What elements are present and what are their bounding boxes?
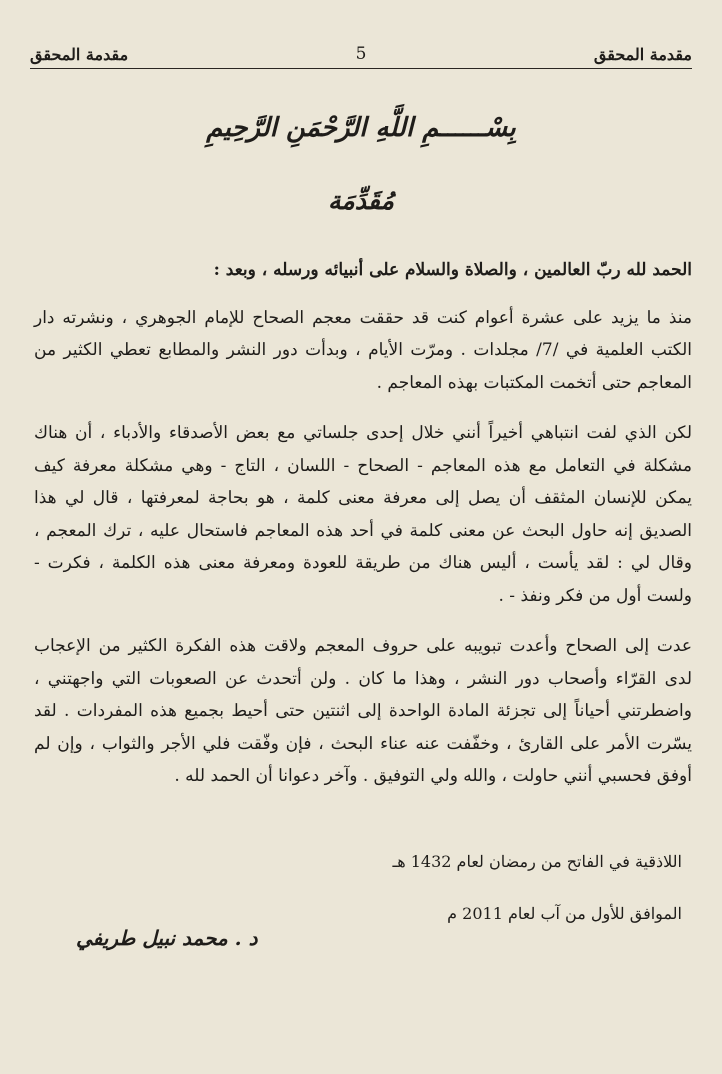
paragraph-3: عدت إلى الصحاح وأعدت تبويبه على حروف المعجم ولاقت هذه الفكرة الكثير من الإعجاب لدى القرّاء وأصحاب دور النشر ، وهذا ما كان . ولن أتحدث عن الصعوبات التي واجهتني ، واضطرتني أحياناً إلى تجزئة المادة الواحدة إلى اثنتين حتى أحيط بجميع هذه المفردات . لقد يسّرت الأمر على القارئ ، وخفّفت عنه عناء البحث ، فإن وفّقت فلي الأجر والثواب ، وإن لم أوفق فحسبي أنني حاولت ، والله ولي التوفيق . وآخر دعوانا أن الحمد لله . [34,636,692,786]
basmala-calligraphy [0,98,722,158]
section-title: مُقَدِّمَة [328,186,394,215]
running-title-right: مقدمة المحقق [593,45,692,64]
running-title-left: مقدمة المحقق [30,45,129,64]
page-number: 5 [355,44,367,64]
opening-line: الحمد لله ربّ العالمين ، والصلاة والسلام على أنبيائه ورسله ، وبعد : [213,260,692,280]
running-header [30,32,692,69]
paragraph-2: لكن الذي لفت انتباهي أخيراً أنني خلال إحدى جلساتي مع بعض الأصدقاء والأدباء ، أن هناك مشكلة في التعامل مع هذه المعاجم - الصحاح - اللسان ، التاج - وهي مشكلة معرفة كيف يمكن للإنسان المثقف أن يصل إلى معرفة معنى كلمة ، هو بحاجة لمعرفتها ، قال لي هذا الصديق إنه حاول البحث عن معنى كلمة في أحد هذه المعاجم فاستحال عليه ، ترك المعجم ، وقال لي : لقد يأست ، أليس هناك من طريقة للعودة ومعرفة معنى هذه الكلمة ، فكرت - ولست أول من فكر ونفذ - . [34,423,692,606]
paragraph-1: منذ ما يزيد على عشرة أعوام كنت قد حققت معجم الصحاح للإمام الجوهري ، ونشرته دار الكتب العلمية في /7/ مجلدات . ومرّت الأيام ، وبدأت دور النشر والمطابع تعطي الكثير من المعاجم حتى أتخمت المكتبات بهذه المعاجم . [34,307,693,393]
basmala-text: بِسْــــــمِ اللَّهِ الرَّحْمَنِ الرَّحِيمِ [206,113,516,143]
dateline [393,836,682,940]
dateline-hijri: اللاذقية في الفاتح من رمضان لعام 1432 هـ [392,852,682,871]
author-signature: د . محمد نبيل طريفي [76,926,258,950]
body-text [34,254,692,811]
dateline-gregorian: الموافق للأول من آب لعام 2011 م [447,904,682,923]
